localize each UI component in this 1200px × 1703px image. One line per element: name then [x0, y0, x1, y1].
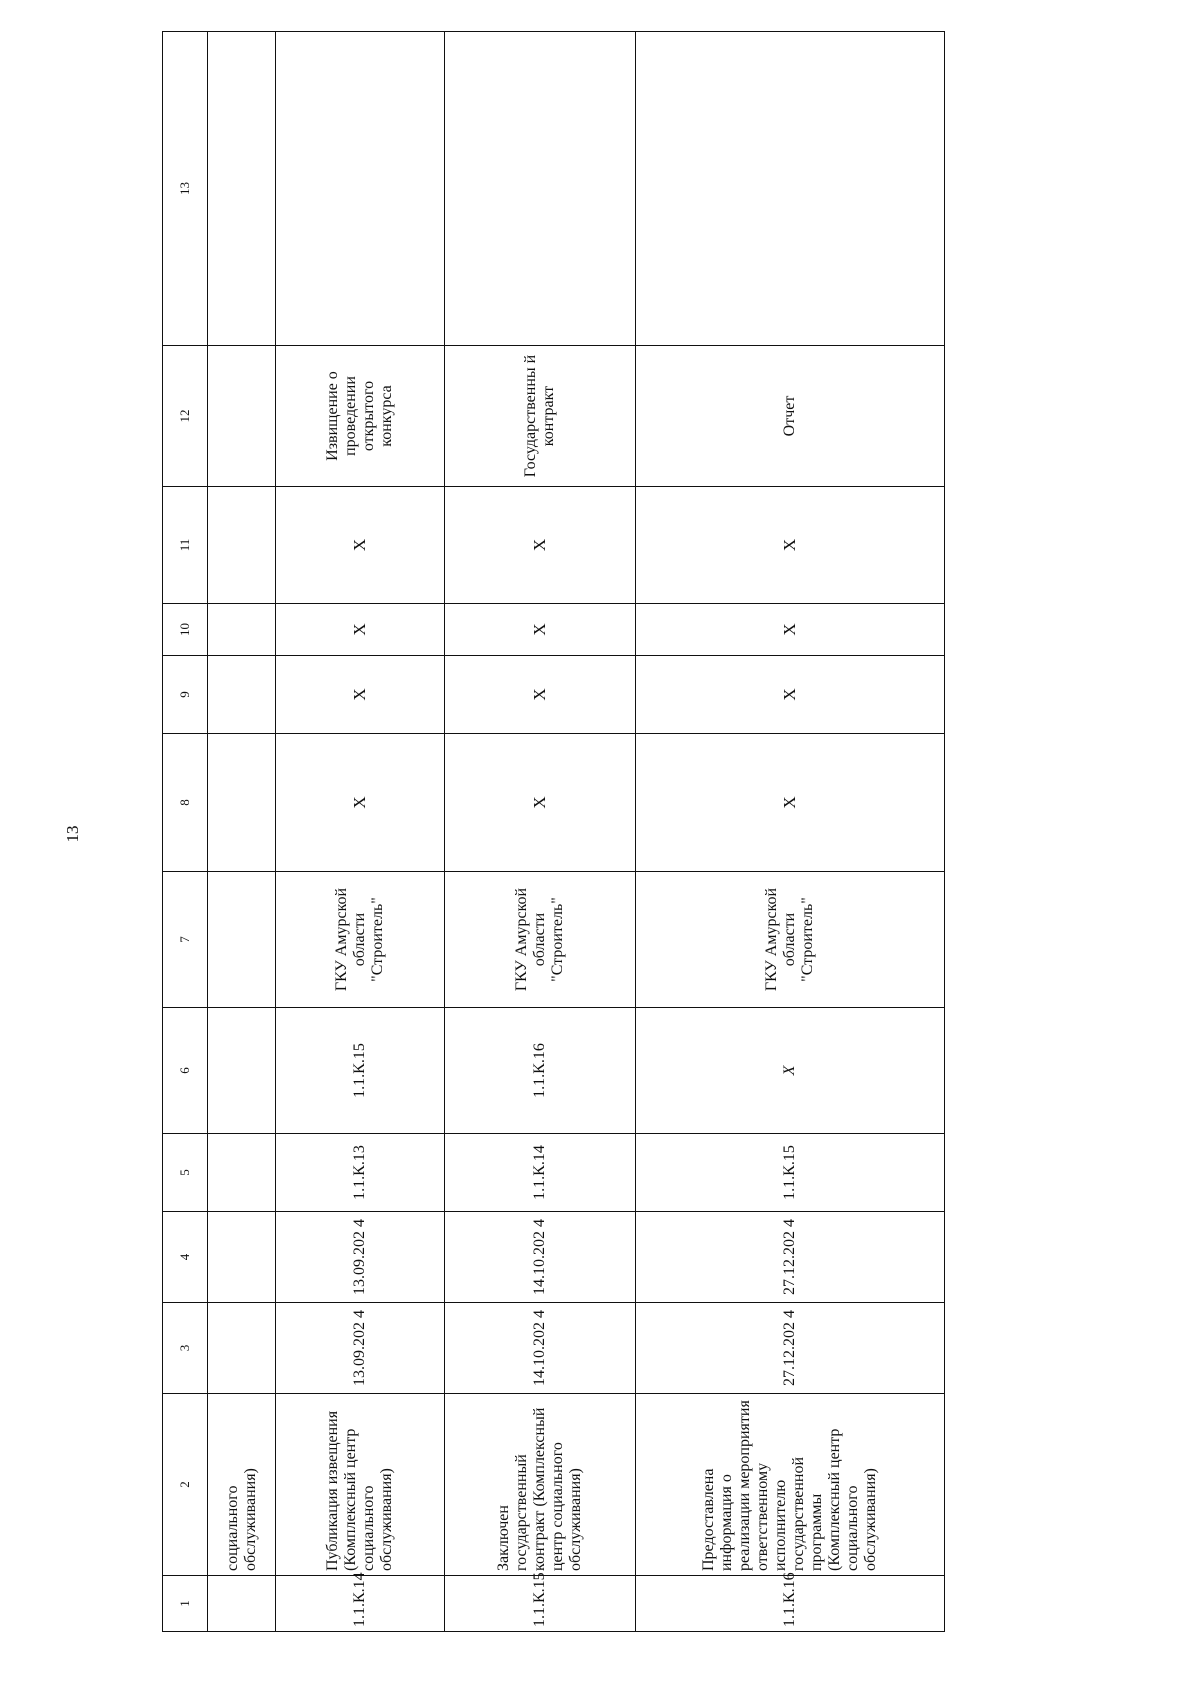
cell-event: Публикация извещения (Комплексный центр социального обслуживания): [276, 1394, 445, 1576]
cell-end-date: 14.10.202 4: [445, 1212, 636, 1303]
cell-document: Отчет: [636, 346, 945, 487]
cell-col8: X: [636, 734, 945, 872]
cell-col9: X: [636, 656, 945, 734]
cell-col8: X: [276, 734, 445, 872]
header-cell: 3: [163, 1303, 208, 1394]
cell-col10: X: [276, 604, 445, 656]
cell-responsible: ГКУ Амурской области "Строитель": [445, 872, 636, 1008]
cell-col10: [208, 604, 276, 656]
header-cell: 9: [163, 656, 208, 734]
cell-event: Заключен государственный контракт (Комплексный центр социального обслуживания): [445, 1394, 636, 1576]
cell-col9: X: [276, 656, 445, 734]
cell-code: 1.1.К.16: [636, 1576, 945, 1632]
cell-responsible: ГКУ Амурской области "Строитель": [636, 872, 945, 1008]
header-cell: 4: [163, 1212, 208, 1303]
cell-col13: [445, 32, 636, 346]
cell-col8: [208, 734, 276, 872]
header-cell: 13: [163, 32, 208, 346]
cell-col9: X: [445, 656, 636, 734]
cell-col8: X: [445, 734, 636, 872]
cell-predecessor: [208, 1134, 276, 1212]
cell-code: 1.1.К.15: [445, 1576, 636, 1632]
cell-col11: X: [276, 487, 445, 604]
cell-successor: [208, 1008, 276, 1134]
cell-col11: X: [445, 487, 636, 604]
cell-col13: [276, 32, 445, 346]
cell-col11: [208, 487, 276, 604]
table-row: [445, 32, 636, 1632]
cell-start-date: 13.09.202 4: [276, 1303, 445, 1394]
cell-col13: [636, 32, 945, 346]
cell-col11: X: [636, 487, 945, 604]
cell-code: [208, 1576, 276, 1632]
header-cell: 2: [163, 1394, 208, 1576]
cell-predecessor: 1.1.К.15: [636, 1134, 945, 1212]
cell-start-date: 27.12.202 4: [636, 1303, 945, 1394]
plan-table: [162, 31, 945, 1632]
cell-successor: 1.1.К.15: [276, 1008, 445, 1134]
header-cell: 6: [163, 1008, 208, 1134]
cell-col9: [208, 656, 276, 734]
cell-start-date: 14.10.202 4: [445, 1303, 636, 1394]
cell-responsible: [208, 872, 276, 1008]
cell-end-date: [208, 1212, 276, 1303]
cell-end-date: 13.09.202 4: [276, 1212, 445, 1303]
header-cell: 7: [163, 872, 208, 1008]
cell-document: Извищение о проведении открытого конкурса: [276, 346, 445, 487]
table-row: [636, 32, 945, 1632]
table-row: [276, 32, 445, 1632]
cell-document: Государственны й контракт: [445, 346, 636, 487]
cell-predecessor: 1.1.К.13: [276, 1134, 445, 1212]
cell-successor: 1.1.К.16: [445, 1008, 636, 1134]
header-cell: 11: [163, 487, 208, 604]
cell-code: 1.1.К.14: [276, 1576, 445, 1632]
cell-col10: X: [445, 604, 636, 656]
header-cell: 1: [163, 1576, 208, 1632]
page-number: 13: [63, 825, 82, 843]
header-cell: 8: [163, 734, 208, 872]
rotated-table-container: [162, 31, 945, 1632]
cell-event: социального обслуживания): [208, 1394, 276, 1576]
cell-start-date: [208, 1303, 276, 1394]
cell-responsible: ГКУ Амурской области "Строитель": [276, 872, 445, 1008]
table-header-row: [163, 32, 208, 1632]
header-cell: 12: [163, 346, 208, 487]
cell-end-date: 27.12.202 4: [636, 1212, 945, 1303]
cell-col10: X: [636, 604, 945, 656]
cell-document: [208, 346, 276, 487]
header-cell: 5: [163, 1134, 208, 1212]
cell-col13: [208, 32, 276, 346]
header-cell: 10: [163, 604, 208, 656]
cell-successor: Х: [636, 1008, 945, 1134]
table-row: [208, 32, 276, 1632]
cell-predecessor: 1.1.К.14: [445, 1134, 636, 1212]
cell-event: Предоставлена информация о реализации мероприятия ответственному исполнителю государственной программы (Комплексный центр социального обслуживания): [636, 1394, 945, 1576]
